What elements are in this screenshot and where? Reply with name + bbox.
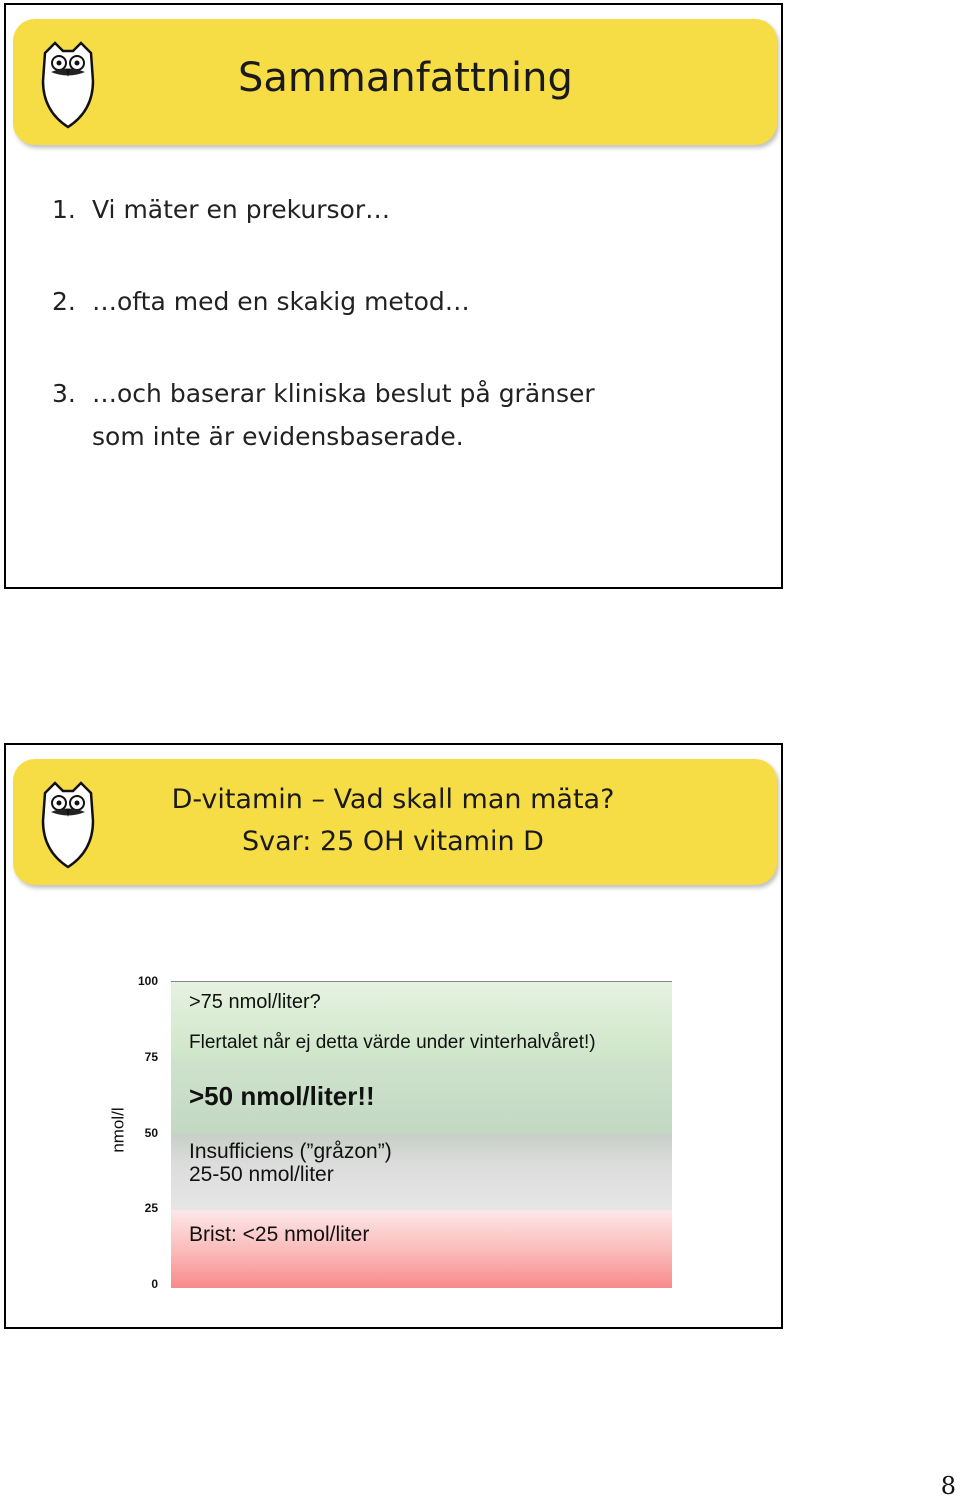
y-tick-label: 50 (144, 1126, 158, 1140)
slide-summary (4, 3, 783, 589)
band-top-text: >75 nmol/liter? (189, 991, 321, 1013)
slide-title-line2: Svar: 25 OH vitamin D (242, 826, 544, 857)
band-top-note: Flertalet når ej detta värde under vinterhalvåret!) (189, 1032, 596, 1053)
band-grey-text: Insufficiens (”gråzon”) (189, 1140, 392, 1163)
list-text: …ofta med en skakig metod… (92, 287, 470, 316)
owl-logo-icon (41, 41, 95, 129)
list-item (52, 195, 595, 224)
band-grey-range: 25-50 nmol/liter (189, 1163, 334, 1186)
title-banner (13, 759, 777, 885)
y-tick-label: 0 (151, 1277, 158, 1291)
list-number: 2. (52, 287, 76, 316)
y-tick-label: 75 (144, 1050, 158, 1064)
list-item (52, 379, 595, 451)
y-tick-label: 25 (144, 1201, 158, 1215)
owl-logo-icon (41, 781, 95, 869)
band-deficiency (171, 1210, 672, 1288)
slide-title-line1: D-vitamin – Vad skall man mäta? (171, 784, 615, 815)
list-text: …och baserar kliniska beslut på gränser (92, 379, 595, 408)
title-banner (13, 19, 777, 145)
list-number: 3. (52, 379, 76, 408)
list-text-continuation: som inte är evidensbaserade. (92, 422, 464, 451)
y-tick-label: 100 (137, 974, 158, 988)
slide-title: Sammanfattning (238, 55, 573, 101)
band-mid-text: >50 nmol/liter!! (189, 1081, 375, 1111)
list-number: 1. (52, 195, 76, 224)
list-item (52, 287, 595, 316)
page-number: 8 (940, 1472, 956, 1500)
summary-list (52, 195, 595, 451)
y-axis-label: nmol/l (108, 1107, 128, 1153)
list-text: Vi mäter en prekursor… (92, 195, 391, 224)
band-red-text: Brist: <25 nmol/liter (189, 1223, 370, 1246)
slide-title (123, 779, 663, 863)
